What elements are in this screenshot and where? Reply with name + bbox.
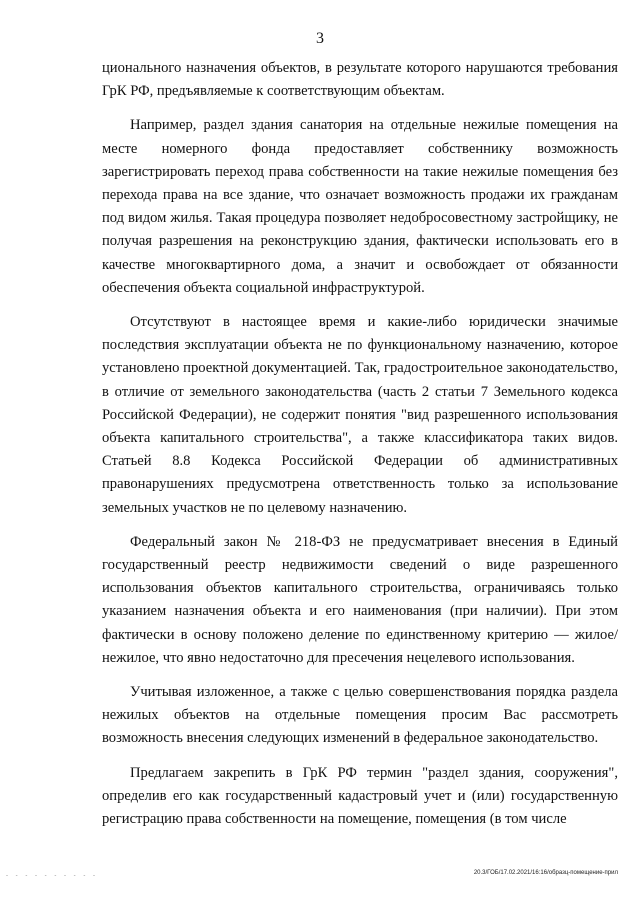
paragraph-federal-law-218: Федеральный закон № 218-ФЗ не предусматривает внесения в Единый государственный реестр недвижимости сведений о виде разрешенного использования объектов капитального строительства, ограничиваясь только указанием назначения объекта и его наименования (при наличии). При этом фактически в основу положено деление по единственному критерию — жилое/нежилое, что явно недостаточно для пресечения нецелевого использования. <box>102 533 618 666</box>
page-number: 3 <box>316 30 324 47</box>
paragraph-continuation: ционального назначения объектов, в результате которого нарушаются требования ГрК РФ, предъявляемые к соответствующим объектам. <box>102 60 618 100</box>
paragraph-sanatorium-example: Например, раздел здания санатория на отдельные нежилые помещения на месте номерного фонда предоставляет собственнику возможность зарегистрировать переход права собственности на такие нежилые помещения без перехода права на все здание, что означает возможность продажи их гражданам под видом жилья. Такая процедура позволяет недобросовестному застройщику, не получая разрешения на реконструкцию здания, фактически использовать его в качестве многоквартирного дома, а значит и освобождает от обязанности обеспечения объекта социальной инфраструктурой. <box>102 117 618 296</box>
paragraph-request: Учитывая изложенное, а также с целью совершенствования порядка раздела нежилых объектов на отдельные помещения просим Вас рассмотреть возможность внесения следующих изменений в федеральное законодательство. <box>102 684 618 747</box>
document-code: 20.3/ГОБ/17.02.2021/16:16/образц-помещение-прил <box>473 870 618 876</box>
scan-marks: - - - - - - - - - - <box>6 873 98 879</box>
document-body <box>102 57 618 831</box>
paragraph-proposal: Предлагаем закрепить в ГрК РФ термин "раздел здания, сооружения", определив его как государственный кадастровый учет и (или) государственную регистрацию права собственности на помещение, помещения (в том числе <box>102 764 618 828</box>
paragraph-legal-consequences: Отсутствуют в настоящее время и какие-либо юридически значимые последствия эксплуатации объекта не по функциональному назначению, которое установлено проектной документацией. Так, градостроительное законодательство, в отличие от земельного законодательства (часть 2 статьи 7 Земельного кодекса Российской Федерации), не содержит понятия "вид разрешенного использования объекта капитального строительства", а также классификатора таких видов. Статьей 8.8 Кодекса Российской Федерации об административных правонарушениях предусмотрена ответственность только за использование земельных участков не по целевому назначению. <box>102 314 618 516</box>
